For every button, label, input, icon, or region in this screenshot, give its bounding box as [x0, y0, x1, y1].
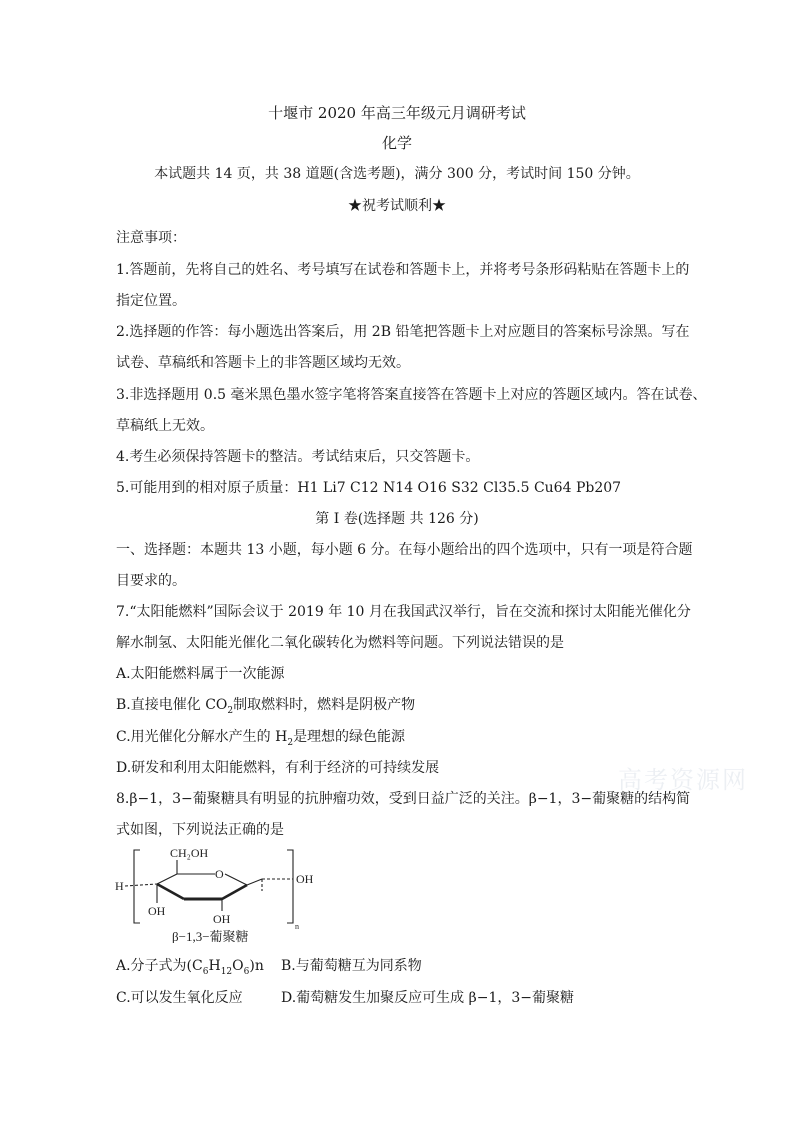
section-intro: 一、选择题：本题共 13 小题，每小题 6 分。在每小题给出的四个选项中，只有一项是符合题	[116, 542, 693, 558]
notice-item-1-cont: 指定位置。	[116, 293, 186, 309]
group-oh-bottom: OH	[213, 912, 231, 926]
q8-stem: 8.β−1，3−葡聚糖具有明显的抗肿瘤功效，受到日益广泛的关注。β−1，3−葡聚糖的结构简	[116, 791, 691, 807]
notice-item-2: 2.选择题的作答：每小题选出答案后，用 2B 铅笔把答题卡上对应题目的答案标号涂黑。写在	[116, 324, 690, 340]
glucan-structure-figure	[112, 843, 322, 947]
left-bracket	[134, 850, 140, 923]
q8-options-row-1	[116, 956, 422, 976]
section-intro-cont: 目要求的。	[116, 573, 186, 589]
good-luck-line: ★祝考试顺利★	[348, 198, 446, 214]
bond-h-o	[125, 884, 157, 886]
glucan-structure-diagram	[112, 843, 322, 943]
q7-option-d: D.研发和利用太阳能燃料，有利于经济的可持续发展	[116, 760, 440, 776]
atom-ring-o: O	[215, 867, 224, 881]
q7-option-b: B.直接电催化 $CO_2$制取燃料时，燃料是阴极产物	[116, 697, 416, 716]
group-ch2oh: CH₂OH	[170, 846, 209, 860]
section-title: 第 I 卷(选择题 共 126 分)	[315, 511, 479, 527]
notice-heading: 注意事项：	[116, 230, 186, 246]
atom-h-left: H	[115, 879, 124, 893]
watermark: 高考资源网	[618, 766, 748, 794]
repeat-n: n	[295, 922, 299, 931]
subject-title: 化学	[381, 134, 412, 152]
notice-item-2-cont: 试卷、草稿纸和答题卡上的非答题区域均无效。	[116, 355, 410, 371]
group-oh-left: OH	[148, 904, 166, 918]
q7-option-c: C.用光催化分解水产生的 $H_2$是理想的绿色能源	[116, 729, 406, 748]
group-oh-right: OH	[296, 872, 314, 886]
right-bracket	[287, 850, 293, 923]
notice-item-1: 1.答题前，先将自己的姓名、考号填写在试卷和答题卡上，并将考号条形码粘贴在答题卡上的	[116, 262, 690, 278]
q8-option-d: D.葡萄糖发生加聚反应可生成 β−1，3−葡聚糖	[281, 990, 574, 1006]
structure-caption: β−1,3−葡聚糖	[172, 929, 249, 943]
notice-item-5: 5.可能用到的相对原子质量：H1 Li7 C12 N14 O16 S32 Cl35.5 Cu64 Pb207	[116, 480, 622, 496]
q7-option-a: A.太阳能燃料属于一次能源	[116, 666, 285, 682]
exam-info: 本试题共 14 页，共 38 道题(含选考题)，满分 300 分，考试时间 150 分钟。	[154, 166, 640, 182]
q8-option-b: B.与葡萄糖互为同系物	[281, 958, 422, 974]
ring-bond-4	[222, 885, 247, 899]
notice-item-3-cont: 草稿纸上无效。	[116, 418, 214, 434]
notice-item-3: 3.非选择题用 0.5 毫米黑色墨水签字笔将答案直接答在答题卡上对应的答题区域内。答在试卷、	[116, 387, 707, 403]
q8-option-a: A.分子式为$(C_6H_{12}O_6)n$	[116, 958, 264, 977]
q7-stem-cont: 解水制氢、太阳能光催化二氧化碳转化为燃料等问题。下列说法错误的是	[116, 635, 564, 651]
q8-stem-cont: 式如图，下列说法正确的是	[116, 822, 284, 838]
q7-stem: 7.“太阳能燃料”国际会议于 2019 年 10 月在我国武汉举行，旨在交流和探讨太阳能光催化分	[116, 604, 691, 620]
q8-options-row-2	[116, 988, 574, 1008]
ring-bond-3	[225, 874, 247, 885]
ring-bond-6	[157, 884, 184, 899]
notice-item-4: 4.考生必须保持答题卡的整洁。考试结束后，只交答题卡。	[116, 449, 480, 465]
bond-glycosidic	[247, 879, 262, 885]
exam-title: 十堰市 2020 年高三年级元月调研考试	[268, 104, 526, 122]
ring-bond-1	[157, 874, 177, 884]
q8-option-c: C.可以发生氧化反应	[116, 990, 243, 1006]
